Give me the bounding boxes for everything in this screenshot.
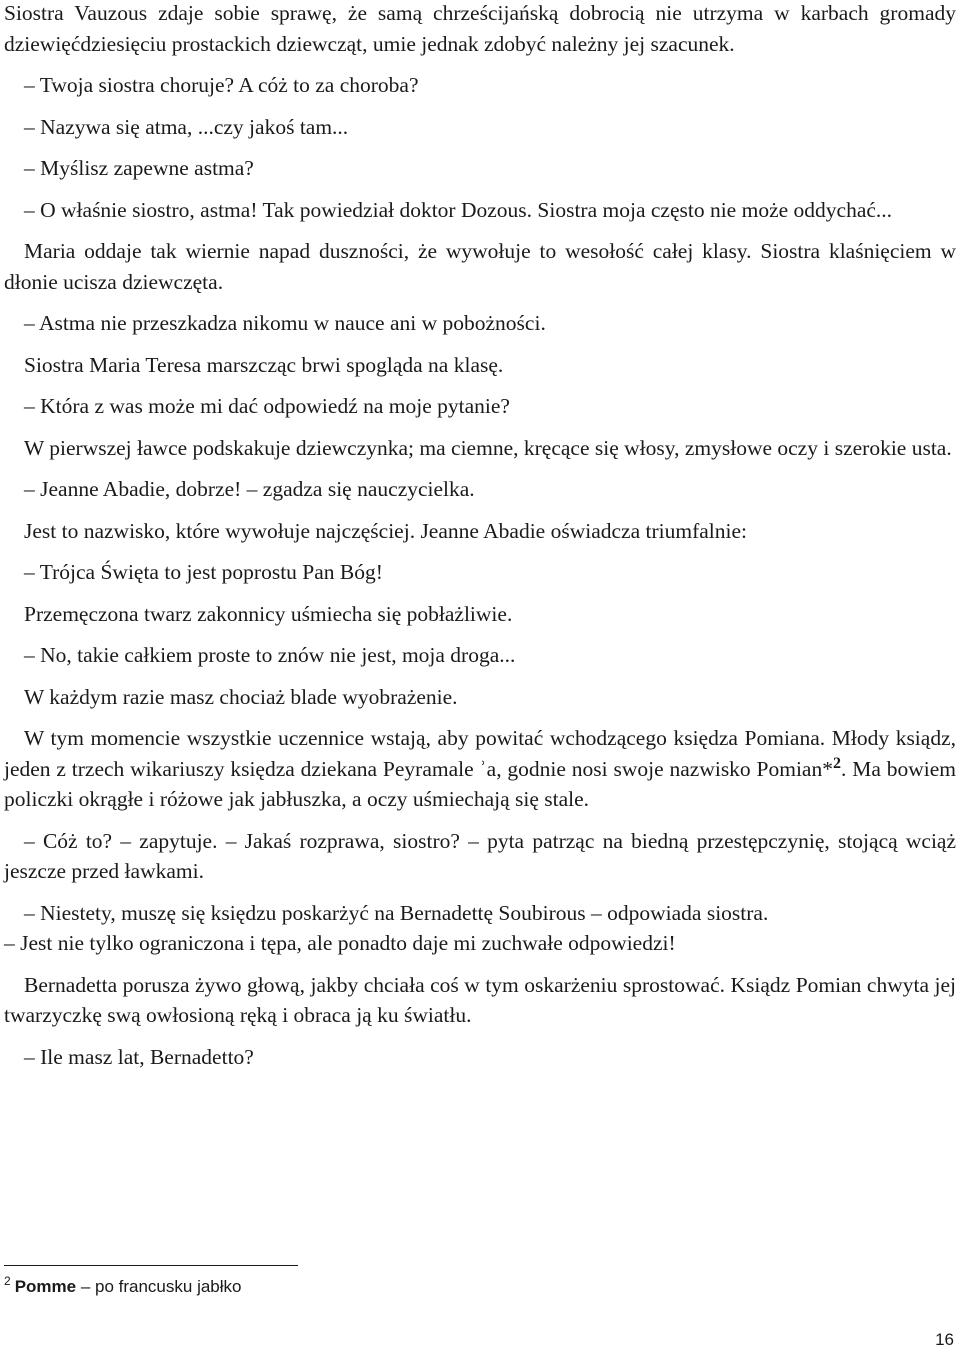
dialogue-line: – No, takie całkiem proste to znów nie jest, moja droga...: [24, 643, 516, 667]
paragraph: Siostra Maria Teresa marszcząc brwi spogląda na klasę.: [24, 352, 504, 377]
footnote-text: – po francusku jabłko: [76, 1277, 242, 1296]
dialogue-line: – Jeanne Abadie, dobrze! – zgadza się nauczycielka.: [24, 477, 475, 501]
dialogue-line: – Trójca Święta to jest poprostu Pan Bóg!: [24, 560, 383, 584]
page-number: 16: [935, 1330, 954, 1349]
paragraph: Przemęczona twarz zakonnicy uśmiecha się pobłażliwie.: [24, 601, 513, 626]
dialogue-line: – Ile masz lat, Bernadetto?: [24, 1044, 254, 1069]
dialogue-line: – Nazywa się atma, ...czy jakoś tam...: [24, 114, 349, 139]
footnote-number: 2: [4, 1274, 11, 1289]
dialogue-line: – Niestety, muszę się księdzu poskarżyć na Bernadettę Soubirous – odpowiada siostra.: [24, 900, 769, 925]
paragraph-text: W tym momencie wszystkie uczennice wstają, aby powitać wchodzącego księdza Pomiana. Młody ksiądz, jeden z trzech wikariuszy księdza dziekana Peyramale ʾa, godnie nosi swoje nazwisko Pomian*: [4, 726, 956, 781]
footnote-term: Pomme: [14, 1277, 77, 1296]
footnote: [4, 1276, 242, 1298]
dialogue-line: – Cóż to? – zapytuje. – Jakaś rozprawa, siostro? – pyta patrząc na biedną przestępczynię, stojącą wciąż jeszcze przed ławkami.: [4, 828, 956, 883]
paragraph-pomian: [4, 723, 956, 815]
dialogue-line: – Która z was może mi dać odpowiedź na moje pytanie?: [24, 394, 510, 418]
paragraph: Jest to nazwisko, które wywołuje najczęściej. Jeanne Abadie oświadcza triumfalnie:: [24, 518, 747, 543]
dialogue-line: – Twoja siostra choruje? A cóż to za choroba?: [24, 73, 419, 97]
paragraph: W pierwszej ławce podskakuje dziewczynka; ma ciemne, kręcące się włosy, zmysłowe oczy i szerokie usta.: [24, 435, 952, 460]
dialogue-line: – Jest nie tylko ograniczona i tępa, ale ponadto daje mi zuchwałe odpowiedzi!: [4, 931, 676, 955]
dialogue-line: – Astma nie przeszkadza nikomu w nauce ani w pobożności.: [24, 311, 546, 335]
paragraph-text: . Ma bowiem policzki okrągłe i różowe jak jabłuszka, a oczy uśmiechają się stale.: [4, 756, 956, 811]
footnote-separator: [4, 1265, 298, 1266]
paragraph: Maria oddaje tak wiernie napad duszności, że wywołuje to wesołość całej klasy. Siostra klaśnięciem w dłonie ucisza dziewczęta.: [4, 239, 956, 294]
paragraph: Bernadetta porusza żywo głową, jakby chciała coś w tym oskarżeniu sprostować. Ksiądz Pomian chwyta jej twarzyczkę swą owłosioną ręką i obraca ją ku światłu.: [4, 972, 956, 1027]
footnote-reference[interactable]: 2: [832, 754, 841, 772]
dialogue-line: – O właśnie siostro, astma! Tak powiedział doktor Dozous. Siostra moja często nie może oddychać...: [24, 197, 893, 222]
dialogue-line: – Myślisz zapewne astma?: [24, 156, 254, 180]
paragraph: W każdym razie masz chociaż blade wyobrażenie.: [24, 684, 458, 709]
document-body: [4, 0, 956, 1072]
paragraph: Siostra Vauzous zdaje sobie sprawę, że samą chrześcijańską dobrocią nie utrzyma w karbach gromady dziewięćdziesięciu prostackich dziewcząt, umie jednak zdobyć należny jej szacunek.: [4, 1, 956, 56]
